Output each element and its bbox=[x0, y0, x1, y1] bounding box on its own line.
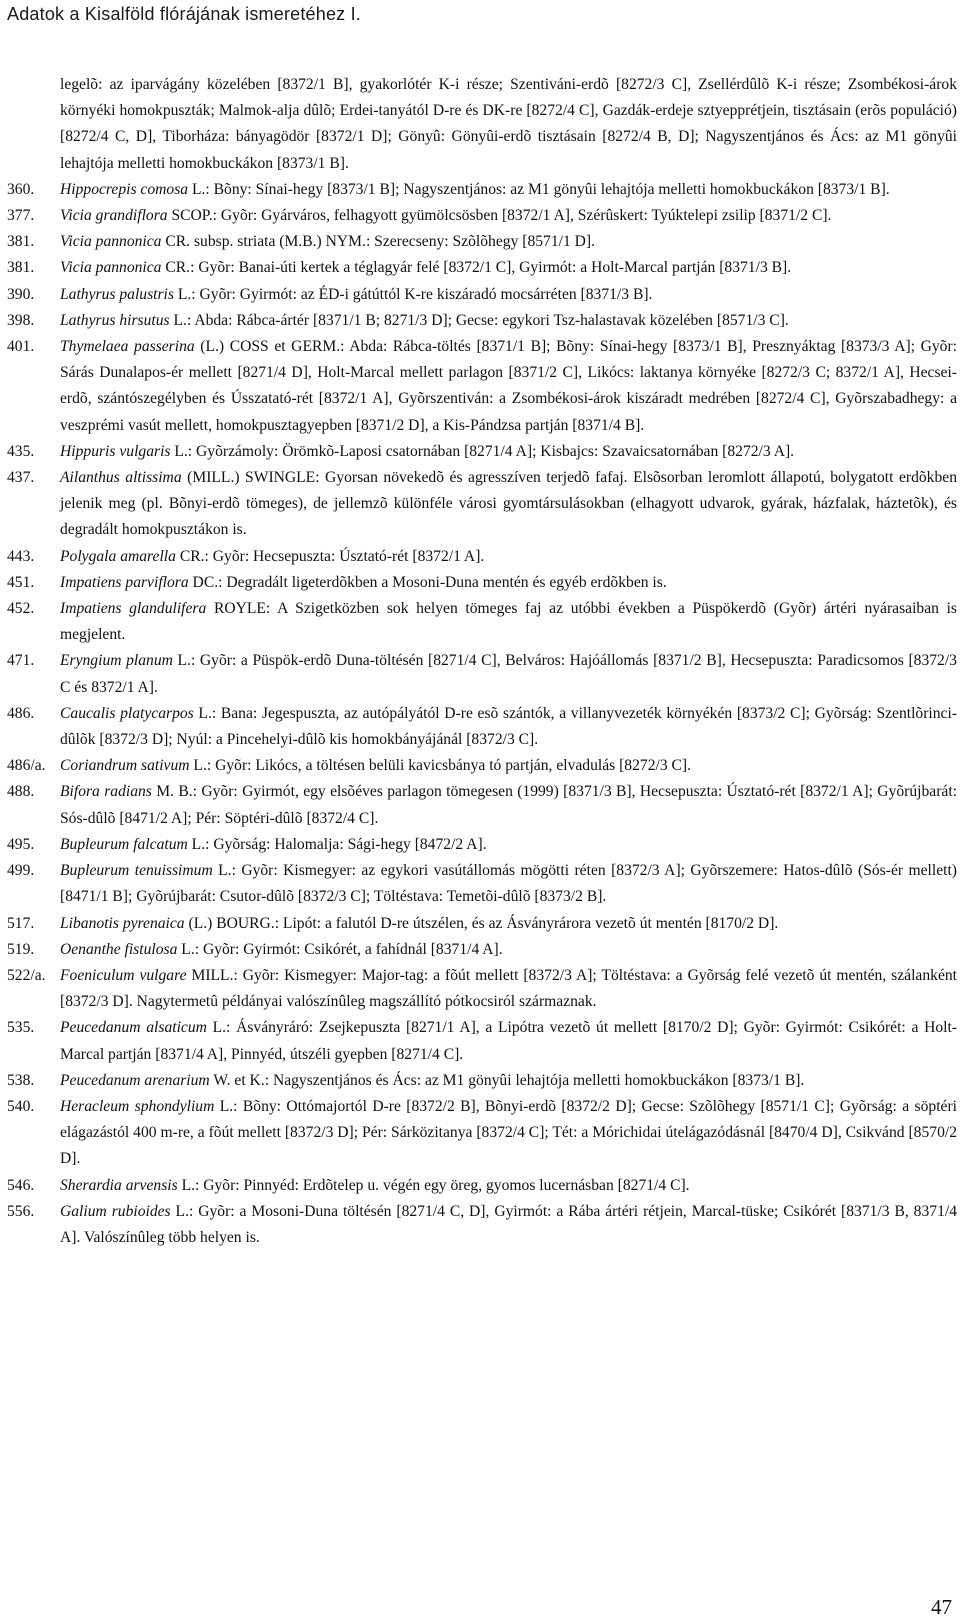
species-name: Bifora radians bbox=[60, 783, 152, 801]
species-name: Lathyrus palustris bbox=[60, 285, 174, 303]
entry-body bbox=[60, 334, 957, 439]
entry-number: 401. bbox=[7, 338, 35, 356]
entry-body bbox=[60, 648, 957, 700]
entry-body bbox=[60, 282, 957, 308]
species-entry bbox=[7, 439, 957, 465]
entry-text: (MILL.) SWINGLE: Gyorsan növekedõ és agresszíven terjedõ fafaj. Elsõsorban leromlott állapotú, bolygatott erdõkben jelenik meg (pl. Bõnyi-erdõ tömeges), de jellemzõ különféle városi gyomtársulásokban (elhagyott udvarok, gyárak, házfalak, háztetõk), és degradált homokpusztákon is. bbox=[60, 469, 957, 539]
entry-text: L.: Gyõr: Gyirmót: Csikórét, a fahídnál [8371/4 A]. bbox=[177, 940, 503, 958]
entry-text: L.: Gyõrzámoly: Örömkõ-Laposi csatornában [8271/4 A]; Kisbajcs: Szavaicsatornában [8272/3 A]. bbox=[170, 442, 795, 460]
entry-body bbox=[60, 203, 957, 229]
entry-body bbox=[60, 177, 957, 203]
entry-number: 452. bbox=[7, 600, 35, 618]
entry-text: CR.: Gyõr: Banai-úti kertek a téglagyár felé [8372/1 C], Gyirmót: a Holt-Marcal partján [8371/3 B]. bbox=[161, 259, 792, 277]
species-entry bbox=[7, 858, 957, 910]
entry-body bbox=[60, 937, 957, 963]
species-entry bbox=[7, 1199, 957, 1251]
species-entry bbox=[7, 753, 957, 779]
entry-number: 381. bbox=[7, 259, 35, 277]
entry-text: L.: Ásványráró: Zsejkepuszta [8271/1 A], a Lipótra vezetõ út mellett [8170/2 D]; Gyõr: Gyirmót: Csikórét: a Holt-Marcal partján [8371/4 A], Pinnyéd, útszéli gyepben [8271/4 C]. bbox=[60, 1019, 957, 1063]
species-entry bbox=[7, 648, 957, 700]
entry-text: L.: Gyõr: Kismegyer: az egykori vasútállomás mögötti réten [8372/3 A]; Gyõrszemere: Hatos-dûlõ (Sós-ér mellett) [8471/1 B]; Gyõrújbarát: Csutor-dûlõ [8372/3 C]; Töltéstava: Temetõi-dûlõ [8373/2 B]. bbox=[60, 862, 957, 906]
species-name: Caucalis platycarpos bbox=[60, 704, 194, 722]
entry-text: L.: Bõny: Sínai-hegy [8373/1 B]; Nagyszentjános: az M1 gönyûi lehajtója melletti homokbuckákon [8373/1 B]. bbox=[188, 180, 890, 198]
entry-body bbox=[60, 911, 957, 937]
species-entry bbox=[7, 308, 957, 334]
entry-number: 390. bbox=[7, 285, 35, 303]
entry-number: 488. bbox=[7, 783, 35, 801]
entry-number: 377. bbox=[7, 207, 35, 225]
species-entry bbox=[7, 779, 957, 831]
entry-body bbox=[60, 753, 957, 779]
entry-text: (L.) BOURG.: Lipót: a falutól D-re útszélen, és az Ásványrárora vezetõ út mentén [8170/2 D]. bbox=[184, 914, 779, 932]
species-entry bbox=[7, 177, 957, 203]
species-entry bbox=[7, 229, 957, 255]
entry-text: L.: Bana: Jegespuszta, az autópályától D-re esõ szántók, a villanyvezeték környékén [8373/2 C]; Gyõrság: Szentlõrinci-dûlõk [8372/3 D]; Nyúl: a Pincehelyi-dûlõ kis homokbányájánál [8372/3 C]. bbox=[60, 704, 957, 749]
entry-text: W. et K.: Nagyszentjános és Ács: az M1 gönyûi lehajtója melletti homokbuckákon [8373/1 B]. bbox=[209, 1071, 805, 1089]
entries-container bbox=[7, 177, 957, 1251]
species-name: Impatiens glandulifera bbox=[60, 600, 207, 618]
species-entry bbox=[7, 963, 957, 1015]
species-entry bbox=[7, 255, 957, 281]
entry-number: 451. bbox=[7, 573, 35, 591]
entry-body bbox=[60, 439, 957, 465]
entry-text: L.: Bõny: Ottómajortól D-re [8372/2 B], Bõnyi-erdõ [8372/2 D]; Gecse: Szõlõhegy [8571/1 C]; Gyõrság: a söptéri elágazástól 400 m-re, a fõút mellett [8372/3 D]; Pér: Sárközitanya [8372/4 C]; Tét: a Mórichidai útelágazódásnál [8470/4 D], Csikvánd [8570/2 D]. bbox=[60, 1097, 957, 1168]
page-number: 47 bbox=[931, 1595, 952, 1619]
entry-body bbox=[60, 596, 957, 648]
entry-text: SCOP.: Gyõr: Gyárváros, felhagyott gyümölcsösben [8372/1 A], Szérûskert: Tyúktelepi zsilip [8371/2 C]. bbox=[167, 207, 832, 225]
entry-number: 495. bbox=[7, 835, 35, 853]
entry-number: 486. bbox=[7, 704, 35, 722]
species-name: Ailanthus altissima bbox=[60, 469, 182, 487]
entry-number: 443. bbox=[7, 547, 35, 565]
species-entry bbox=[7, 701, 957, 753]
entry-body bbox=[60, 832, 957, 858]
entry-body bbox=[60, 779, 957, 831]
entry-body bbox=[60, 1068, 957, 1094]
species-entry bbox=[7, 1173, 957, 1199]
entry-text: M. B.: Gyõr: Gyirmót, egy elsõéves parlagon tömegesen (1999) [8371/3 B], Hecsepuszta: Úsztató-rét [8372/1 A]; Gyõrújbarát: Sós-dûlõ [8471/2 A]; Pér: Söptéri-dûlõ [8372/4 C]. bbox=[60, 783, 957, 827]
species-name: Impatiens parviflora bbox=[60, 573, 189, 591]
entry-body bbox=[60, 308, 957, 334]
species-entry bbox=[7, 570, 957, 596]
species-entry bbox=[7, 465, 957, 544]
entry-text: L.: Gyõr: Pinnyéd: Erdõtelep u. végén egy öreg, gyomos lucernásban [8271/4 C]. bbox=[177, 1176, 690, 1194]
species-name: Foeniculum vulgare bbox=[60, 966, 187, 984]
species-name: Polygala amarella bbox=[60, 547, 176, 565]
species-name: Vicia grandiflora bbox=[60, 207, 168, 225]
species-entry bbox=[7, 911, 957, 937]
entry-number: 486/a. bbox=[7, 757, 46, 775]
species-name: Bupleurum tenuissimum bbox=[60, 862, 213, 880]
species-name: Peucedanum arenarium bbox=[60, 1071, 210, 1089]
species-entry bbox=[7, 203, 957, 229]
entry-body bbox=[60, 229, 957, 255]
entry-number: 538. bbox=[7, 1071, 35, 1089]
entry-text: MILL.: Gyõr: Kismegyer: Major-tag: a fõút mellett [8372/3 A]; Töltéstava: a Gyõrság felé vezetõ út mentén, szálanként [8372/3 D]. Nagytermetû példányai valószínûleg magszállító pótkocsiról származnak. bbox=[60, 966, 957, 1011]
entry-body bbox=[60, 465, 957, 544]
species-name: Sherardia arvensis bbox=[60, 1176, 178, 1194]
entry-text: CR. subsp. striata (M.B.) NYM.: Szerecseny: Szõlõhegy [8571/1 D]. bbox=[161, 233, 596, 251]
species-entry bbox=[7, 1094, 957, 1173]
entry-text: L.: Gyõr: a Mosoni-Duna töltésén [8271/4 C, D], Gyirmót: a Rába ártéri rétjein, Marcal-tüske; Csikórét [8371/3 B, 8371/4 A]. Valószínûleg több helyen is. bbox=[60, 1202, 957, 1246]
entry-number: 435. bbox=[7, 442, 35, 460]
species-entry bbox=[7, 937, 957, 963]
species-name: Vicia pannonica bbox=[60, 233, 162, 251]
entry-body bbox=[60, 1199, 957, 1251]
entry-text: CR.: Gyõr: Hecsepuszta: Úsztató-rét [8372/1 A]. bbox=[175, 547, 485, 565]
running-header: Adatok a Kisalföld flórájának ismeretéhez I. bbox=[7, 4, 361, 24]
entry-body bbox=[60, 1015, 957, 1067]
entry-body bbox=[60, 1173, 957, 1199]
species-name: Peucedanum alsaticum bbox=[60, 1019, 207, 1037]
entry-text: L.: Gyõr: Likócs, a töltésen belüli kavicsbánya tó partján, elvadulás [8272/3 C]. bbox=[189, 757, 692, 775]
entry-body bbox=[60, 963, 957, 1015]
entry-text: L.: Gyõr: a Püspök-erdõ Duna-töltésén [8271/4 C], Belváros: Hajóállomás [8371/2 B], Hecsepuszta: Paradicsomos [8372/3 C és 8372/1 A]. bbox=[60, 652, 957, 696]
entry-number: 522/a. bbox=[7, 966, 46, 984]
entry-body bbox=[60, 255, 957, 281]
entry-text: L.: Gyõr: Gyirmót: az ÉD-i gátúttól K-re kiszáradó mocsárréten [8371/3 B]. bbox=[173, 285, 653, 303]
species-name: Eryngium planum bbox=[60, 652, 173, 670]
entry-body bbox=[60, 1094, 957, 1173]
entry-text: (L.) COSS et GERM.: Abda: Rábca-töltés [8371/1 B]; Bõny: Sínai-hegy [8373/1 B], Presznyáktag [8373/3 A]; Gyõr: Sárás Dunalapos-ér mellett [8271/4 D], Holt-Marcal mellett parlagon [8371/2 C], Likócs: laktanya környéke [8272/3 C; 8372/1 A], Hecsei-erdõ, szántószegélyben és Ússzatató-rét [8372/1 A], Gyõrszentiván: a Zsombékosi-árok kiszáradt medrében [8272/4 C], Gyõrszabadhegy: a veszprémi vasút mellett, homokpusztagyepben [8371/2 D], a Kis-Pándzsa partján [8371/4 B]. bbox=[60, 338, 958, 434]
species-name: Coriandrum sativum bbox=[60, 757, 190, 775]
entry-body bbox=[60, 701, 957, 753]
entry-text: ROYLE: A Szigetközben sok helyen tömeges faj az utóbbi években a Püspökerdõ (Gyõr) ártéri nyárasaiban is megjelent. bbox=[60, 600, 957, 644]
entry-number: 471. bbox=[7, 652, 35, 670]
entry-body bbox=[60, 570, 957, 596]
species-name: Hippuris vulgaris bbox=[60, 442, 171, 460]
species-name: Heracleum sphondylium bbox=[60, 1097, 215, 1115]
species-name: Libanotis pyrenaica bbox=[60, 914, 185, 932]
species-entry bbox=[7, 596, 957, 648]
entry-text: L.: Abda: Rábca-ártér [8371/1 B; 8271/3 D]; Gecse: egykori Tsz-halastavak közelében [8571/3 C]. bbox=[169, 311, 789, 329]
entry-number: 546. bbox=[7, 1176, 35, 1194]
entry-number: 499. bbox=[7, 862, 35, 880]
entry-number: 519. bbox=[7, 940, 35, 958]
entry-text: L.: Gyõrság: Halomalja: Sági-hegy [8472/2 A]. bbox=[187, 835, 487, 853]
species-entry bbox=[7, 544, 957, 570]
species-name: Lathyrus hirsutus bbox=[60, 311, 170, 329]
species-name: Hippocrepis comosa bbox=[60, 180, 189, 198]
species-name: Thymelaea passerina bbox=[60, 338, 195, 356]
entry-number: 556. bbox=[7, 1202, 35, 1220]
entry-body bbox=[60, 544, 957, 570]
entry-body bbox=[60, 858, 957, 910]
entry-number: 360. bbox=[7, 180, 35, 198]
species-name: Vicia pannonica bbox=[60, 259, 162, 277]
species-entry bbox=[7, 282, 957, 308]
species-entry bbox=[7, 1015, 957, 1067]
entry-number: 398. bbox=[7, 311, 35, 329]
species-name: Bupleurum falcatum bbox=[60, 835, 188, 853]
species-entry bbox=[7, 832, 957, 858]
entry-number: 381. bbox=[7, 233, 35, 251]
entry-text: DC.: Degradált ligeterdõkben a Mosoni-Duna mentén és egyéb erdõkben is. bbox=[188, 573, 667, 591]
entry-number: 540. bbox=[7, 1097, 35, 1115]
species-list bbox=[7, 72, 957, 1251]
entry-number: 517. bbox=[7, 914, 35, 932]
species-name: Galium rubioides bbox=[60, 1202, 171, 1220]
entry-number: 535. bbox=[7, 1019, 35, 1037]
species-entry bbox=[7, 1068, 957, 1094]
species-entry bbox=[7, 334, 957, 439]
species-name: Oenanthe fistulosa bbox=[60, 940, 178, 958]
intro-paragraph: legelõ: az iparvágány közelében [8372/1 B], gyakorlótér K-i része; Szentiváni-erdõ [8272/3 C], Zsellérdûlõ K-i része; Zsombékosi-árok környéki homokpuszták; Malmok-alja dûlõ; Erdei-tanyától D-re és DK-re [8272/4 C], Gazdák-erdeje sztyepprétjein, tisztásain (erõs populáció) [8272/4 C, D], Tiborháza: bányagödör [8372/1 D]; Gönyû: Gönyûi-erdõ tisztásain [8272/4 B, D]; Nagyszentjános és Ács: az M1 gönyûi lehajtója melletti homokbuckákon [8373/1 B]. bbox=[60, 76, 957, 172]
entry-number: 437. bbox=[7, 469, 35, 487]
